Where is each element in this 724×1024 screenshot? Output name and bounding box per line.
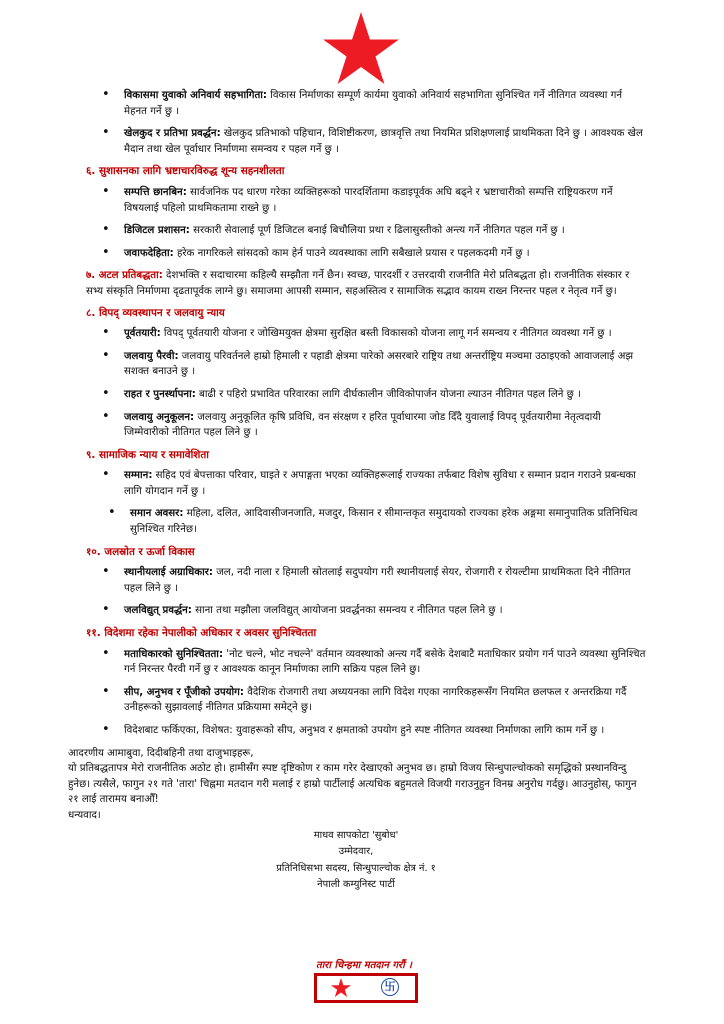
item-label: स्थानीयलाई अग्राधिकार: <box>124 567 213 579</box>
bullet-item <box>102 506 646 537</box>
item-text: जलवायु अनुकूलित कृषि प्रविधि, वन संरक्षण र हरित पूर्वाधारमा जोड दिँदै युवालाई विपद् पूर्वतयारीमा नेतृत्वदायी जिम्मेवारीको नीतिगत पहल लिने छु । <box>124 411 601 439</box>
item-text: महिला, दलित, आदिवासीजनजाति, मजदुर, किसान र सीमान्तकृत समुदायको राज्यका हरेक अङ्गमा समानुपातिक प्रतिनिधित्व सुनिश्चित गरिनेछ। <box>130 508 638 536</box>
bullet-item <box>96 387 646 403</box>
item-text: जलवायु परिवर्तनले हाम्रो हिमाली र पहाडी क्षेत्रमा पारेको असरबारे राष्ट्रिय तथा अन्तर्राष्ट्रिय मञ्चमा उठाइएको आवाजलाई अझ सशक्त बनाउने छु । <box>124 350 634 378</box>
bullet-item <box>96 88 646 119</box>
signature-block <box>66 828 646 894</box>
item-text: हरेक नागरिकले सांसदको काम हेर्न पाउने व्यवस्थाका लागि सबैखाले प्रयास र पहलकदमी गर्ने छु । <box>173 247 530 259</box>
item-text: विदेशबाट फर्किएका, विशेषत: युवाहरूको सीप, अनुभव र क्षमताको उपयोग हुने स्पष्ट नीतिगत व्यवस्था निर्माणका लागि काम गर्ने छु । <box>124 725 605 736</box>
swastika-in-circle-icon: 卐 <box>381 978 399 996</box>
item-label: जवाफदेहिता: <box>124 247 174 259</box>
section-heading: ८. विपद् व्यवस्थापन र जलवायु न्याय <box>86 306 225 319</box>
item-label: जलवायु अनुकूलन: <box>124 411 195 423</box>
section-heading: ९. सामाजिक न्याय र समावेशिता <box>86 448 209 461</box>
bullet-item <box>96 223 646 239</box>
item-label: सम्मान: <box>124 470 153 482</box>
item-label: जलवायु पैरवी: <box>124 350 179 362</box>
item-text: वैदेशिक रोजगारी तथा अध्ययनका लागि विदेश गएका नागरिकहरूसँग नियमित छलफल र अन्तरक्रिया गर्दै उनीहरूको सुझावलाई नीतिगत प्रक्रियामा समेट्ने छु। <box>124 686 627 714</box>
bullet-item <box>96 185 646 216</box>
item-text: 'नोट चल्ने, भोट नचल्ने' वर्तमान व्यवस्थाको अन्त्य गर्दै बसेके देशबाटै मताधिकार प्रयोग गर्न पाउने व्यवस्था सुनिश्चित गर्न निरन्तर पैरवी गर्ने छु र आवश्यक कानून निर्माणका लागि सक्रिय पहल लिने छु। <box>124 648 646 676</box>
red-star-logo <box>323 12 399 84</box>
footer-slogan: तारा चिन्हमा मतदान गरौं । <box>316 960 412 971</box>
section-heading: ६. सुशासनका लागि भ्रष्टाचारविरुद्ध शून्य सहनशीलता <box>86 165 285 178</box>
item-text: सरकारी सेवालाई पूर्ण डिजिटल बनाई बिचौलिया प्रथा र ढिलासुस्तीको अन्त्य गर्ने नीतिगत पहल गर्ने छु । <box>189 225 565 237</box>
closing-greeting: आदरणीय आमाबुवा, दिदीबहिनी तथा दाजुभाइहरू, <box>68 747 254 759</box>
item-label: सीप, अनुभव र पूँजीको उपयोग: <box>124 686 244 698</box>
item-text: सहिद एवं बेपत्ताका परिवार, घाइते र अपाङ्गता भएका व्यक्तिहरूलाई राज्यका तर्फबाट विशेष सुविधा र सम्मान प्रदान गराउने प्रबन्धका लागि योगदान गर्ने छु । <box>124 470 636 497</box>
signature-role: उम्मेदवार, <box>338 846 374 858</box>
bullet-item <box>96 685 646 716</box>
manifesto-body <box>68 88 646 894</box>
bullet-item <box>96 603 646 619</box>
item-label: विकासमा युवाको अनिवार्य सहभागिता: <box>124 90 267 101</box>
bullet-item <box>96 246 646 262</box>
item-text: देशभक्ति र सदाचारमा कहिल्यै सम्झौता गर्ने छैन। स्वच्छ, पारदर्शी र उत्तरदायी राजनीति मेरो प्रतिबद्धता हो। राजनीतिक संस्कार र सभ्य संस्कृति निर्माणमा दृढतापूर्वक लाग्ने छु। समाजमा आपसी सम्मान, सहअस्तित्व र सामाजिक सद्भाव कायम राख्न निरन्तर पहल र नेतृत्व गर्ने छु। <box>86 270 630 297</box>
item-label: समान अवसर: <box>130 508 184 520</box>
bullet-item <box>96 565 646 596</box>
footer-symbol-box <box>314 973 418 1003</box>
item-label: जलविद्युत् प्रवर्द्धन: <box>124 605 192 617</box>
item-text: विकास निर्माणका सम्पूर्ण कार्यमा युवाको अनिवार्य सहभागिता सुनिश्चित गर्ने नीतिगत व्यवस्था गर्न मेहनत गर्ने छु । <box>124 90 623 117</box>
item-label: पूर्वतयारी: <box>124 328 161 340</box>
closing-thanks: धन्यवाद। <box>68 809 101 821</box>
item-text: जल, नदी नाला र हिमाली स्रोतलाई सदुपयोग गरी स्थानीयलाई सेयर, रोजगारी र रोयल्टीमा प्राथमिकता दिने नीतिगत पहल लिने छु । <box>124 567 631 594</box>
item-label: राहत र पुनर्स्थापना: <box>124 388 196 400</box>
bullet-item <box>96 647 646 678</box>
item-label: ७. अटल प्रतिबद्धता: <box>86 270 163 282</box>
section-heading: १०. जलस्रोत र ऊर्जा विकास <box>86 545 195 558</box>
item-label: सम्पत्ति छानबिन: <box>124 186 187 198</box>
closing-message <box>68 746 646 824</box>
signature-constituency: प्रतिनिधिसभा सदस्य, सिन्धुपाल्चोक क्षेत्र नं. १ <box>276 862 436 874</box>
bullet-item <box>96 723 646 739</box>
item-text: बाढी र पहिरो प्रभावित परिवारका लागि दीर्घकालीन जीविकोपार्जन योजना ल्याउन नीतिगत पहल लिने छु । <box>195 388 581 400</box>
item-text: सार्वजनिक पद धारण गरेका व्यक्तिहरूको पारदर्शितामा कडाइपूर्वक अघि बढ्ने र भ्रष्टाचारीको सम्पत्ति राष्ट्रियकरण गर्ने विषयलाई पहिलो प्राथमिकतामा राख्ने छु । <box>124 186 613 214</box>
bullet-item <box>96 326 646 342</box>
item-label: डिजिटल प्रशासन: <box>124 225 190 237</box>
item-text: खेलकुद प्रतिभाको पहिचान, विशिष्टीकरण, छात्रवृत्ति तथा नियमित प्रशिक्षणलाई प्राथमिकता दिने छु । आवश्यक खेल मैदान तथा खेल पूर्वाधार निर्माणमा समन्वय र पहल गर्ने छु । <box>124 128 643 155</box>
star-icon <box>331 978 351 997</box>
commitment-paragraph <box>86 268 646 299</box>
signature-name: माधव सापकोटा 'सुबोध' <box>313 829 399 841</box>
item-label: मताधिकारको सुनिश्चितता: <box>124 648 224 660</box>
item-label: खेलकुद र प्रतिभा प्रवर्द्धन: <box>124 128 221 140</box>
item-text: विपद् पूर्वतयारी योजना र जोखिमयुक्त क्षेत्रमा सुरक्षित बस्ती विकासको योजना लागू गर्न समन्वय र नीतिगत व्यवस्था गर्ने छु । <box>160 328 612 340</box>
bullet-item <box>96 468 646 499</box>
bullet-item <box>96 126 646 157</box>
item-text: साना तथा मझौला जलविद्युत् आयोजना प्रवर्द्धनका समन्वय र नीतिगत पहल लिने छु । <box>191 605 503 617</box>
bullet-item <box>96 349 646 380</box>
signature-party: नेपाली कम्युनिस्ट पार्टी <box>317 879 395 891</box>
section-heading: ११. विदेशमा रहेका नेपालीको अधिकार र अवसर सुनिश्चितता <box>86 627 317 640</box>
closing-appeal: यो प्रतिबद्धतापत्र मेरो राजनीतिक अठोट हो। हामीसँग स्पष्ट दृष्टिकोण र काम गरेर देखाएको अनुभव छ। हाम्रो विजय सिन्धुपाल्चोकको समृद्धिको प्रस्थानविन्दु हुनेछ। त्यसैले, फागुन २१ गते 'तारा' चिह्नमा मतदान गरी मलाई र हाम्रो पार्टीलाई अत्यधिक बहुमतले विजयी गराउनुहुन विनम्र अनुरोध गर्दछु। आउनुहोस्, फागुन २१ लाई तारामय बनाऔँ! <box>68 763 637 806</box>
bullet-item <box>96 410 646 441</box>
